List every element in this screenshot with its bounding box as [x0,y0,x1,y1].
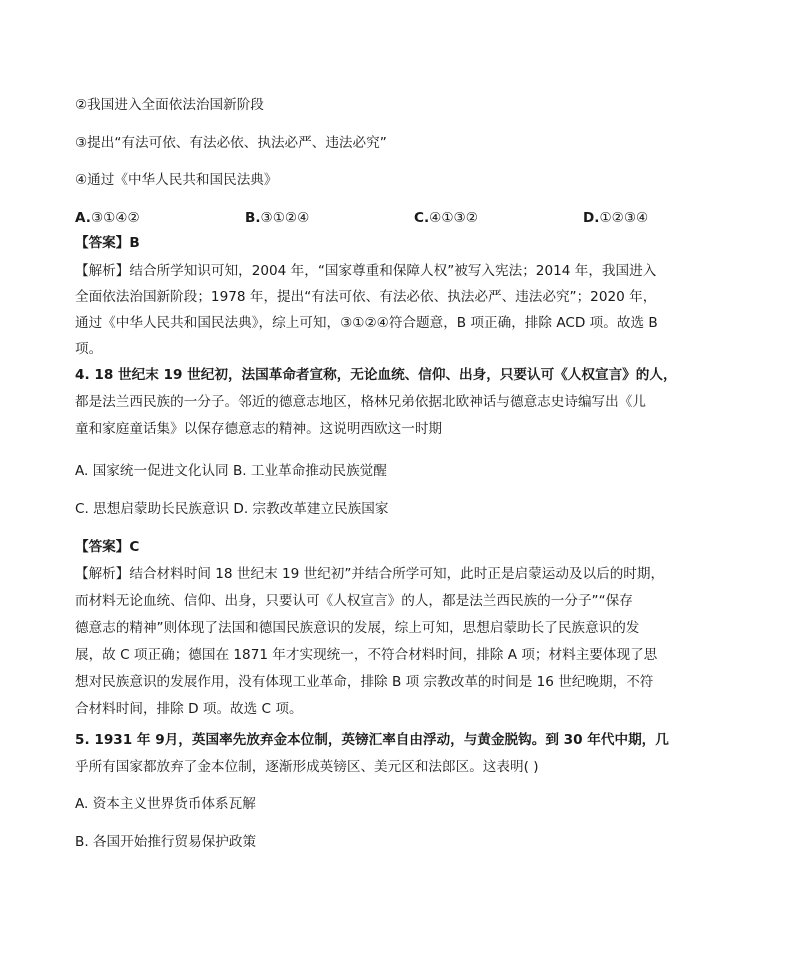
q3-item-4: ④通过《中华人民共和国民法典》 [75,172,278,188]
q3-item-3: ③提出“有法可依、有法必依、执法必严、违法必究” [75,135,387,151]
q3-analysis-line: 全面依法治国新阶段；1978 年，提出“有法可依、有法必依、执法必严、违法必究”；2020 年， [75,289,657,305]
q3-analysis-line: 通过《中华人民共和国民法典》，综上可知，③①②④符合题意，B 项正确，排除 ACD 项。故选 B [75,315,658,331]
q3-answer: 【答案】B [75,235,140,251]
q4-analysis-line: 德意志的精神”则体现了法国和德国民族意识的发展，综上可知，思想启蒙助长了民族意识的发 [75,620,640,636]
q4-stem-line: 童和家庭童话集》以保存德意志的精神。这说明西欧这一时期 [75,421,443,437]
q4-analysis-line: 【解析】结合材料时间 18 世纪末 19 世纪初”并结合所学可知，此时正是启蒙运动及以后的时期， [75,566,665,582]
q3-item-2: ②我国进入全面依法治国新阶段 [75,97,264,113]
q3-option-b: B.③①②④ [245,210,310,226]
q3-analysis-line: 项。 [75,341,103,357]
q5-stem-line: 乎所有国家都放弃了金本位制，逐渐形成英镑区、美元区和法郎区。这表明( ) [75,759,539,775]
q3-analysis-line: 【解析】结合所学知识可知，2004 年，“国家尊重和保障人权”被写入宪法；2014 年，我国进入 [75,263,657,279]
q3-option-a: A.③①④② [75,210,140,226]
q4-analysis-line: 合材料时间，排除 D 项。故选 C 项。 [75,701,303,717]
q4-stem-line: 4. 18 世纪末 19 世纪初，法国革命者宣称，无论血统、信仰、出身，只要认可《人权宣言》的人， [75,367,677,383]
q4-options-cd: C. 思想启蒙助长民族意识 D. 宗教改革建立民族国家 [75,501,389,517]
q3-option-c: C.④①③② [414,210,478,226]
q3-option-d: D.①②③④ [583,210,649,226]
q4-answer: 【答案】C [75,539,140,555]
q5-stem-line: 5. 1931 年 9月，英国率先放弃金本位制，英镑汇率自由浮动，与黄金脱钩。到 30 年代中期，几 [75,732,669,748]
q5-option-b: B. 各国开始推行贸易保护政策 [75,834,257,850]
q4-analysis-line: 而材料无论血统、信仰、出身，只要认可《人权宣言》的人，都是法兰西民族的一分子”“保存 [75,593,633,609]
q4-analysis-line: 想对民族意识的发展作用，没有体现工业革命，排除 B 项 宗教改革的时间是 16 世纪晚期，不符 [75,674,654,690]
q5-option-a: A. 资本主义世界货币体系瓦解 [75,796,256,812]
q4-options-ab: A. 国家统一促进文化认同 B. 工业革命推动民族觉醒 [75,463,387,479]
q4-stem-line: 都是法兰西民族的一分子。邻近的德意志地区，格林兄弟依据北欧神话与德意志史诗编写出《儿 [75,394,646,410]
q4-analysis-line: 展，故 C 项正确；德国在 1871 年才实现统一，不符合材料时间，排除 A 项；材料主要体现了思 [75,647,658,663]
